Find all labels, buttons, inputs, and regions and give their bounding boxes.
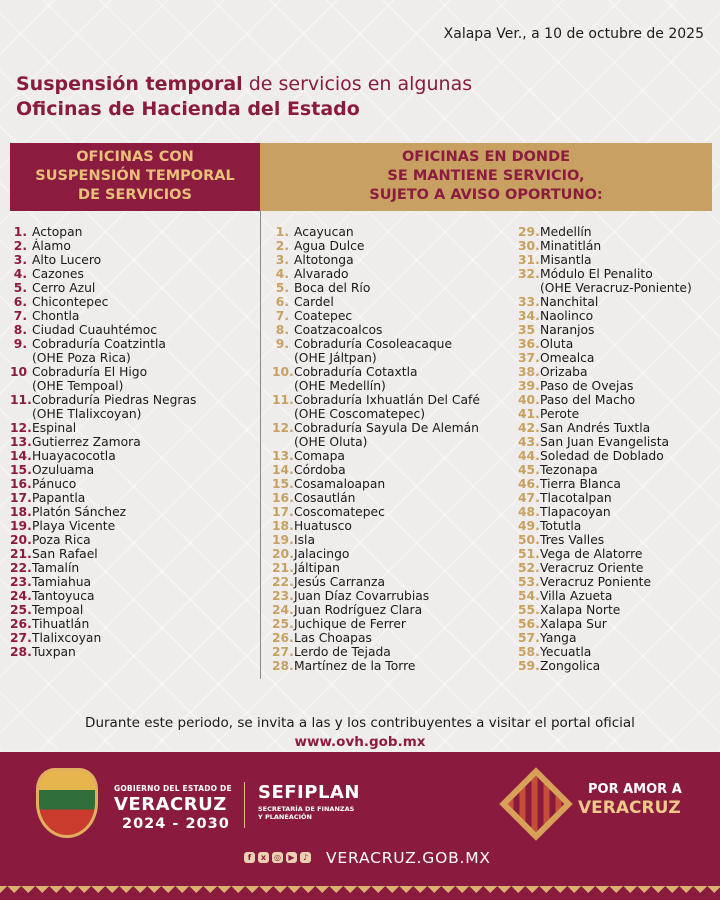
active-office-item [518,631,712,645]
active-office-item [272,267,502,281]
office-name: Soledad de Doblado [540,449,664,463]
active-office-item [272,477,502,491]
office-name: Villa Azueta [540,589,613,603]
item-number: 10. [272,365,294,379]
item-number: 48. [518,505,540,519]
active-office-item [518,547,712,561]
instagram-icon[interactable]: ◎ [272,852,283,863]
item-number: 7. [275,309,289,323]
suspended-office-item [10,435,250,449]
active-office-item [272,533,502,547]
active-office-item [272,603,502,617]
active-office-item [518,365,712,379]
item-number: 6. [275,295,289,309]
item-number: 5. [13,281,27,295]
suspended-office-item [10,267,250,281]
suspended-office-item [10,533,250,547]
item-number: 58. [518,645,540,659]
item-number: 46. [518,477,540,491]
active-office-item [518,505,712,519]
logo-separator [244,782,245,828]
office-name: Acayucan [294,225,354,239]
office-name: Martínez de la Torre [294,659,416,673]
suspended-office-item [10,225,250,239]
por-amor-veracruz: VERACRUZ [578,798,681,818]
item-number: 37. [518,351,540,365]
office-name: Coatepec [294,309,353,323]
item-number: 19. [272,533,294,547]
office-name: Actopan [32,225,83,239]
item-number: 14. [10,449,32,463]
active-office-item [272,295,502,309]
item-number: 19. [10,519,32,533]
zigzag-border [0,886,720,900]
office-name: Espinal [32,421,77,435]
item-number: 14. [272,463,294,477]
active-list-col2 [518,225,712,673]
item-number: 5. [275,281,289,295]
active-office-item [272,491,502,505]
gov-name: VERACRUZ [114,794,227,815]
active-office-item [518,309,712,323]
office-name: Cobraduría Ixhuatlán Del Café (OHE Coscomatepec) [294,393,480,421]
office-name: Cosamaloapan [294,477,386,491]
active-office-item [518,533,712,547]
active-office-item [518,449,712,463]
suspended-office-item [10,547,250,561]
social-icons [244,852,311,863]
office-name: Módulo El Penalito (OHE Veracruz-Poniente) [540,267,692,295]
office-name: Chicontepec [32,295,109,309]
office-name: Orizaba [540,365,588,379]
office-name: Jalacingo [294,547,350,561]
office-name: Boca del Río [294,281,371,295]
office-name: Cobraduría Cotaxtla (OHE Medellín) [294,365,418,393]
active-office-item [518,645,712,659]
item-number: 12. [10,421,32,435]
office-name: Alvarado [294,267,349,281]
item-number: 3. [275,253,289,267]
item-number: 20. [272,547,294,561]
footer-banner [0,752,720,900]
active-office-item [272,421,502,449]
item-number: 55. [518,603,540,617]
office-name: Cobraduría Sayula De Alemán (OHE Oluta) [294,421,479,449]
item-number: 1. [13,225,27,239]
office-name: Nanchital [540,295,599,309]
office-name: Coscomatepec [294,505,385,519]
suspended-office-item [10,505,250,519]
suspended-office-item [10,323,250,337]
item-number: 15. [272,477,294,491]
item-number: 16. [10,477,32,491]
item-number: 23. [272,589,294,603]
item-number: 47. [518,491,540,505]
item-number: 11. [272,393,294,407]
date-line: Xalapa Ver., a 10 de octubre de 2025 [443,26,704,42]
office-name: San Juan Evangelista [540,435,670,449]
tiktok-icon[interactable]: ♪ [300,852,311,863]
office-name: Tamalín [32,561,80,575]
suspended-office-item [10,519,250,533]
suspended-office-item [10,589,250,603]
office-name: Oluta [540,337,574,351]
item-number: 50. [518,533,540,547]
column-divider [260,211,261,679]
active-office-item [272,239,502,253]
item-number: 40. [518,393,540,407]
suspended-header: OFICINAS CON SUSPENSIÓN TEMPORAL DE SERVICIOS [10,143,260,211]
office-name: Tempoal [32,603,84,617]
active-office-item [272,393,502,421]
office-name: Cobraduría Cosoleacaque (OHE Jáltpan) [294,337,453,365]
active-office-item [272,463,502,477]
office-name: Cobraduría Piedras Negras (OHE Tlalixcoyan) [32,393,197,421]
office-name: Paso del Macho [540,393,636,407]
office-name: Comapa [294,449,345,463]
office-name: Huatusco [294,519,352,533]
office-name: Minatitlán [540,239,602,253]
suspended-list [10,225,250,659]
office-name: Cardel [294,295,334,309]
active-header: OFICINAS EN DONDE SE MANTIENE SERVICIO, SUJETO A AVISO OPORTUNO: [260,143,712,211]
office-name: Xalapa Norte [540,603,621,617]
office-name: Ciudad Cuauhtémoc [32,323,158,337]
item-number: 51. [518,547,540,561]
active-office-item [518,477,712,491]
item-number: 53. [518,575,540,589]
suspended-office-item [10,645,250,659]
item-number: 22. [10,561,32,575]
por-amor-diamond-logo [499,767,573,841]
item-number: 27. [10,631,32,645]
suspended-office-item [10,491,250,505]
suspended-office-item [10,449,250,463]
item-number: 36. [518,337,540,351]
item-number: 21. [272,561,294,575]
active-office-item [518,407,712,421]
active-office-item [272,365,502,393]
office-name: Perote [540,407,580,421]
gov-label: GOBIERNO DEL ESTADO DE [114,784,232,793]
active-office-item [518,253,712,267]
portal-url[interactable]: www.ovh.gob.mx [294,734,426,750]
item-number: 21. [10,547,32,561]
office-name: Jáltipan [294,561,340,575]
office-name: Paso de Ovejas [540,379,634,393]
item-number: 24. [272,603,294,617]
active-office-item [518,659,712,673]
active-office-item [518,491,712,505]
office-name: Lerdo de Tejada [294,645,391,659]
item-number: 13. [10,435,32,449]
active-office-item [518,561,712,575]
item-number: 31. [518,253,540,267]
active-office-item [518,603,712,617]
suspended-office-item [10,477,250,491]
office-name: Yanga [540,631,577,645]
office-name: Cobraduría Coatzintla (OHE Poza Rica) [32,337,166,365]
suspended-office-item [10,575,250,589]
active-office-item [518,519,712,533]
office-name: San Rafael [32,547,98,561]
footer-note-text: Durante este periodo, se invita a las y los contribuyentes a visitar el portal oficial [85,715,635,731]
facebook-icon[interactable]: f [244,852,255,863]
office-name: Veracruz Poniente [540,575,652,589]
office-name: Altotonga [294,253,354,267]
office-name: Omealca [540,351,595,365]
title-regular: de servicios en algunas [242,73,473,95]
suspended-office-item [10,295,250,309]
item-number: 45. [518,463,540,477]
item-number: 25. [272,617,294,631]
active-office-item [518,351,712,365]
active-office-item [518,617,712,631]
item-number: 13. [272,449,294,463]
office-name: Medellín [540,225,592,239]
active-office-item [518,393,712,407]
office-name: Tlacotalpan [540,491,612,505]
item-number: 24. [10,589,32,603]
office-name: Las Choapas [294,631,372,645]
active-office-item [272,631,502,645]
suspended-office-item [10,603,250,617]
item-number: 12. [272,421,294,435]
office-name: Naranjos [540,323,595,337]
active-office-item [272,309,502,323]
item-number: 54. [518,589,540,603]
office-name: Zongolica [540,659,601,673]
title-bold: Suspensión temporal [16,73,243,95]
active-office-item [518,379,712,393]
office-name: Platón Sánchez [32,505,127,519]
office-name: Cerro Azul [32,281,96,295]
active-office-item [518,463,712,477]
item-number: 39. [518,379,540,393]
item-number: 8. [275,323,289,337]
office-name: Juchique de Ferrer [294,617,406,631]
item-number: 44. [518,449,540,463]
item-number: 35 [518,323,536,337]
suspended-office-item [10,239,250,253]
offices-table [10,143,712,680]
por-amor-label: POR AMOR A [588,782,682,797]
active-office-item [272,645,502,659]
item-number: 4. [13,267,27,281]
gov-years: 2024 - 2030 [122,816,230,832]
item-number: 26. [10,617,32,631]
office-name: Totutla [540,519,582,533]
office-name: Juan Díaz Covarrubias [294,589,430,603]
item-number: 16. [272,491,294,505]
active-office-item [272,519,502,533]
item-number: 30. [518,239,540,253]
office-name: Veracruz Oriente [540,561,644,575]
office-name: Xalapa Sur [540,617,607,631]
veracruz-shield-logo [36,768,98,838]
active-office-item [518,575,712,589]
item-number: 9. [275,337,289,351]
item-number: 41. [518,407,540,421]
active-office-item [272,281,502,295]
suspended-office-item [10,421,250,435]
active-office-item [272,337,502,365]
x-icon[interactable]: x [258,852,269,863]
item-number: 28. [10,645,32,659]
item-number: 52. [518,561,540,575]
page-title [16,72,656,122]
footer-note [0,714,720,752]
item-number: 38. [518,365,540,379]
office-name: Coatzacoalcos [294,323,383,337]
suspended-office-item [10,309,250,323]
suspended-office-item [10,393,250,421]
item-number: 26. [272,631,294,645]
active-office-item [272,449,502,463]
office-name: San Andrés Tuxtla [540,421,651,435]
item-number: 10 [10,365,28,379]
active-office-item [518,435,712,449]
office-name: Chontla [32,309,80,323]
office-name: Tuxpan [32,645,76,659]
title-line2: Oficinas de Hacienda del Estado [16,98,360,120]
item-number: 28. [272,659,294,673]
suspended-office-item [10,337,250,365]
item-number: 6. [13,295,27,309]
active-office-item [272,253,502,267]
item-number: 43. [518,435,540,449]
active-office-item [518,421,712,435]
item-number: 7. [13,309,27,323]
office-name: Naolinco [540,309,594,323]
item-number: 27. [272,645,294,659]
item-number: 18. [272,519,294,533]
office-name: Gutierrez Zamora [32,435,141,449]
item-number: 57. [518,631,540,645]
item-number: 23. [10,575,32,589]
item-number: 29. [518,225,540,239]
item-number: 18. [10,505,32,519]
active-office-item [518,239,712,253]
office-name: Tres Valles [540,533,605,547]
active-office-item [518,337,712,351]
item-number: 17. [10,491,32,505]
office-name: Vega de Alatorre [540,547,643,561]
active-office-item [272,561,502,575]
item-number: 22. [272,575,294,589]
office-name: Playa Vicente [32,519,116,533]
office-name: Yecuatla [540,645,592,659]
office-name: Tezonapa [540,463,598,477]
office-name: Alto Lucero [32,253,102,267]
active-office-item [272,617,502,631]
item-number: 4. [275,267,289,281]
active-office-item [272,323,502,337]
item-number: 42. [518,421,540,435]
office-name: Cobraduría El Higo (OHE Tempoal) [32,365,148,393]
office-name: Tlapacoyan [540,505,611,519]
active-office-item [518,323,712,337]
office-name: Agua Dulce [294,239,365,253]
active-office-item [272,659,502,673]
active-office-item [272,547,502,561]
youtube-icon[interactable]: ▶ [286,852,297,863]
active-office-item [272,505,502,519]
item-number: 56. [518,617,540,631]
active-office-item [518,267,712,295]
office-name: Isla [294,533,315,547]
office-name: Cazones [32,267,84,281]
suspended-office-item [10,253,250,267]
sefiplan-name: SEFIPLAN [258,782,360,803]
item-number: 20. [10,533,32,547]
active-office-item [272,575,502,589]
item-number: 8. [13,323,27,337]
suspended-office-item [10,631,250,645]
item-number: 9. [13,337,27,351]
item-number: 11. [10,393,32,407]
item-number: 59. [518,659,540,673]
active-office-item [518,225,712,239]
office-name: Pánuco [32,477,77,491]
office-name: Tlalixcoyan [32,631,102,645]
active-office-item [272,589,502,603]
item-number: 25. [10,603,32,617]
office-name: Tihuatlán [32,617,90,631]
suspended-office-item [10,463,250,477]
office-name: Córdoba [294,463,346,477]
active-office-item [272,225,502,239]
suspended-office-item [10,561,250,575]
item-number: 2. [275,239,289,253]
item-number: 15. [10,463,32,477]
active-office-item [518,589,712,603]
office-name: Tierra Blanca [540,477,621,491]
item-number: 34. [518,309,540,323]
item-number: 49. [518,519,540,533]
office-name: Juan Rodríguez Clara [294,603,423,617]
office-name: Álamo [32,239,71,253]
office-name: Cosautlán [294,491,356,505]
office-name: Papantla [32,491,86,505]
item-number: 33. [518,295,540,309]
item-number: 3. [13,253,27,267]
office-name: Jesús Carranza [294,575,386,589]
item-number: 1. [275,225,289,239]
active-office-item [518,295,712,309]
suspended-office-item [10,281,250,295]
office-name: Tantoyuca [32,589,95,603]
active-list-col1 [272,225,502,673]
suspended-office-item [10,617,250,631]
item-number: 17. [272,505,294,519]
office-name: Huayacocotla [32,449,116,463]
item-number: 2. [13,239,27,253]
office-name: Tamiahua [32,575,92,589]
office-name: Poza Rica [32,533,91,547]
item-number: 32. [518,267,540,281]
website-link[interactable]: VERACRUZ.GOB.MX [326,849,491,867]
office-name: Ozuluama [32,463,95,477]
suspended-office-item [10,365,250,393]
office-name: Misantla [540,253,592,267]
sefiplan-subtitle: SECRETARÍA DE FINANZAS Y PLANEACIÓN [258,805,355,821]
